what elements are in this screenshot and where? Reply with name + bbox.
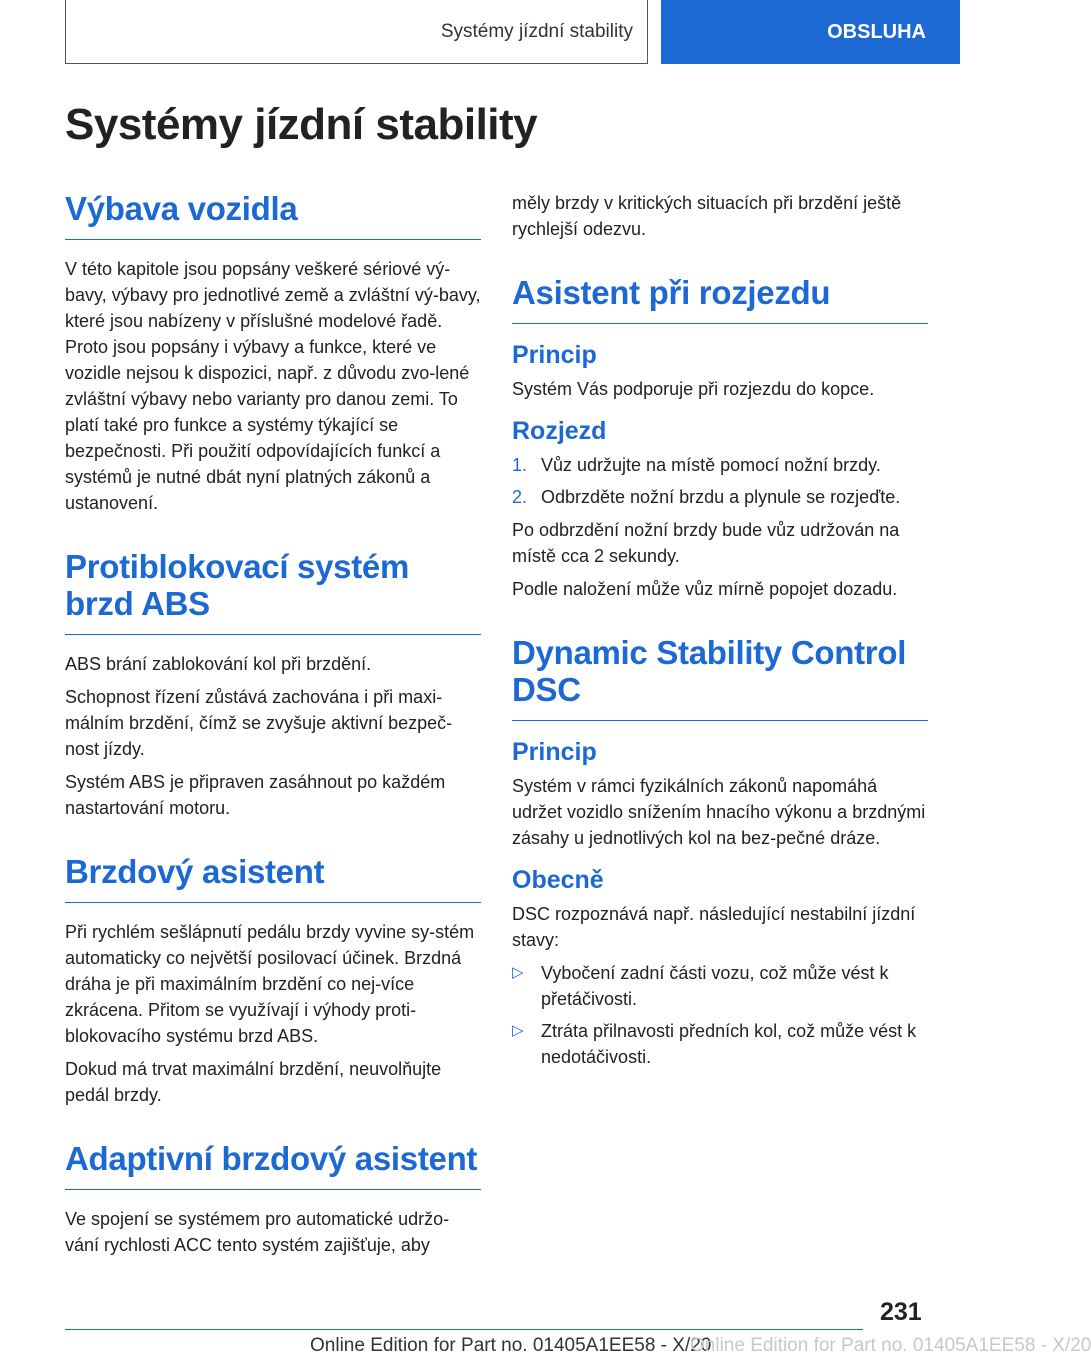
header-chapter: Systémy jízdní stability — [440, 20, 633, 42]
bullet-text: Vybočení zadní části vozu, což může vést k přetáčivosti. — [541, 963, 889, 1009]
step-number: 2. — [512, 487, 528, 507]
paragraph: měly brzdy v kritických situacích při brzdění ještě rychlejší odezvu. — [512, 193, 902, 239]
step-text: Vůz udržujte na místě pomocí nožní brzdy. — [541, 455, 881, 475]
page-title: Systémy jízdní stability — [65, 100, 538, 149]
left-column — [65, 190, 481, 1265]
bullet-list — [512, 960, 928, 1070]
paragraph: ABS brání zablokování kol při brzdění. — [65, 654, 372, 674]
triangle-right-icon: ▷ — [512, 1022, 524, 1039]
section-title-vybava: Výbava vozidla — [65, 190, 481, 240]
right-column — [512, 190, 928, 1077]
bullet-text: Ztráta přilnavosti předních kol, což může vést k nedotáčivosti. — [541, 1021, 917, 1067]
paragraph: V této kapitole jsou popsány veškeré sériové vý-bavy, výbavy pro jednotlivé země a zvláštní vý-bavy, které jsou nabízeny v příslušné modelové řadě. Proto jsou popsány i výbavy a funkce, které ve vozidle nejsou k dispozici, např. z důvodu zvo-lené zvláštní výbavy nebo varianty pro danou zemi. To platí také pro funkce a systémy týkající se bezpečnosti. Při použití odpovídajících funkcí a systémů je nutné dbát nyní platných zákonů a ustanovení. — [65, 259, 481, 513]
subheading-princip: Princip — [512, 341, 597, 369]
subheading-princip: Princip — [512, 738, 597, 766]
paragraph: Systém Vás podporuje při rozjezdu do kopce. — [512, 379, 875, 399]
section-title-adaptivni-brzdovy-asistent: Adaptivní brzdový asistent — [65, 1140, 481, 1190]
paragraph: Při rychlém sešlápnutí pedálu brzdy vyvine sy-stém automaticky co největší posilovací účinek. Brzdná dráha je při maximálním brzdění co nej-více zkrácena. Přitom se využívají i výhody proti-blokovacího systému brzd ABS. — [65, 922, 475, 1046]
list-item — [512, 484, 928, 510]
paragraph: Systém ABS je připraven zasáhnout po každém nastartování motoru. — [65, 772, 446, 818]
header-chapter-tab — [65, 0, 648, 64]
paragraph: Po odbrzdění nožní brzdy bude vůz udržován na místě cca 2 sekundy. — [512, 520, 900, 566]
section-title-brzdovy-asistent: Brzdový asistent — [65, 853, 481, 903]
triangle-right-icon: ▷ — [512, 964, 524, 981]
paragraph: Dokud má trvat maximální brzdění, neuvolňujte pedál brzdy. — [65, 1059, 442, 1105]
footer-divider — [65, 1329, 863, 1330]
footer-watermark: Online Edition for Part no. 01405A1EE58 - X/20 — [690, 1335, 1091, 1356]
step-list — [512, 452, 928, 510]
page-number: 231 — [880, 1298, 922, 1326]
subheading-rozjezd: Rozjezd — [512, 417, 607, 445]
header-section: OBSLUHA — [827, 20, 926, 43]
header-section-tab — [661, 0, 960, 64]
paragraph: DSC rozpoznává např. následující nestabilní jízdní stavy: — [512, 904, 916, 950]
paragraph: Schopnost řízení zůstává zachována i při maxi-málním brzdění, čímž se zvyšuje aktivní bezpeč-nost jízdy. — [65, 687, 453, 759]
footer-edition: Online Edition for Part no. 01405A1EE58 - X/20 — [310, 1335, 712, 1356]
paragraph: Podle naložení může vůz mírně popojet dozadu. — [512, 579, 898, 599]
subheading-obecne: Obecně — [512, 866, 604, 894]
section-title-abs: Protiblokovací systém brzd ABS — [65, 548, 481, 635]
list-item — [512, 1018, 928, 1070]
list-item — [512, 452, 928, 478]
section-title-dsc: Dynamic Stability Control DSC — [512, 634, 928, 721]
paragraph: Systém v rámci fyzikálních zákonů napomáhá udržet vozidlo snížením hnacího výkonu a brzdnými zásahy u jednotlivých kol na bez-pečné dráze. — [512, 776, 926, 848]
paragraph: Ve spojení se systémem pro automatické udržo-vání rychlosti ACC tento systém zajišťuje, aby — [65, 1209, 450, 1255]
step-number: 1. — [512, 455, 528, 475]
section-title-asistent-pri-rozjezdu: Asistent při rozjezdu — [512, 274, 928, 324]
step-text: Odbrzděte nožní brzdu a plynule se rozjeďte. — [541, 487, 901, 507]
list-item — [512, 960, 928, 1012]
